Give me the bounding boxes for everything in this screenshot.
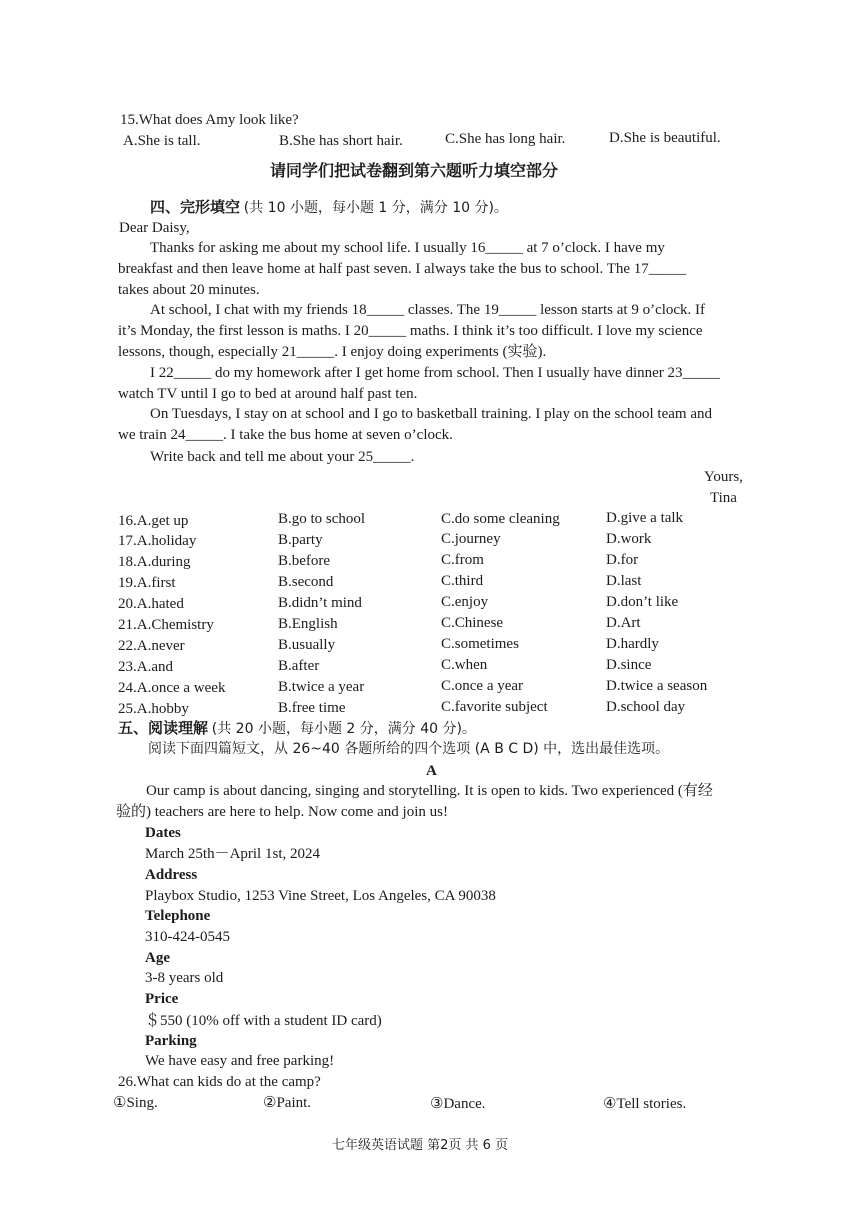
option-26-1: ①Sing. bbox=[113, 1095, 158, 1111]
cloze-option: 22.A.never bbox=[118, 638, 185, 654]
cloze-line: takes about 20 minutes. bbox=[118, 282, 260, 298]
cloze-option: C.third bbox=[441, 573, 484, 589]
cloze-option: D.school day bbox=[606, 699, 686, 715]
passage-intro: Our camp is about dancing, singing and storytelling. It is open to kids. Two experienced (有经 bbox=[146, 783, 713, 799]
cloze-option: D.don’t like bbox=[606, 594, 679, 610]
cloze-option: B.after bbox=[278, 658, 320, 674]
info-value-age: 3-8 years old bbox=[145, 970, 224, 986]
info-label-address: Address bbox=[145, 867, 198, 883]
letter-closing: Yours, bbox=[704, 469, 743, 485]
info-value-price: ＄550 (10% off with a student ID card) bbox=[145, 1013, 382, 1029]
option-15-d: D.She is beautiful. bbox=[609, 130, 721, 146]
cloze-line: it’s Monday, the first lesson is maths. I 20_____ maths. I think it’s too difficult. I love my science bbox=[118, 323, 703, 339]
cloze-option: 19.A.first bbox=[118, 575, 176, 591]
cloze-option: 23.A.and bbox=[118, 659, 173, 675]
info-label-telephone: Telephone bbox=[145, 908, 211, 924]
info-value-address: Playbox Studio, 1253 Vine Street, Los Angeles, CA 90038 bbox=[145, 888, 496, 904]
info-value-telephone: 310-424-0545 bbox=[145, 929, 230, 945]
cloze-option: D.hardly bbox=[606, 636, 659, 652]
cloze-option: D.give a talk bbox=[606, 510, 684, 526]
info-label-parking: Parking bbox=[145, 1033, 197, 1049]
reading-heading-note: (共 20 小题，每小题 2 分，满分 40 分)。 bbox=[211, 721, 476, 737]
cloze-option: D.for bbox=[606, 552, 639, 568]
cloze-line: lessons, though, especially 21_____. I enjoy doing experiments (实验). bbox=[118, 344, 547, 360]
passage-label: A bbox=[426, 763, 437, 779]
cloze-option: C.journey bbox=[441, 531, 501, 547]
cloze-option: C.from bbox=[441, 552, 484, 568]
cloze-line: At school, I chat with my friends 18_____ classes. The 19_____ lesson starts at 9 o’clock. If bbox=[150, 302, 706, 318]
page-footer: 七年级英语试题 第2页 共 6 页 bbox=[332, 1138, 509, 1153]
cloze-line: I 22_____ do my homework after I get home from school. Then I usually have dinner 23_____ bbox=[150, 365, 721, 381]
cloze-heading-note: (共 10 小题，每小题 1 分，满分 10 分)。 bbox=[243, 200, 508, 216]
cloze-option: B.go to school bbox=[278, 511, 366, 527]
info-label-dates: Dates bbox=[145, 825, 181, 841]
cloze-option: B.twice a year bbox=[278, 679, 365, 695]
letter-salutation: Dear Daisy, bbox=[119, 220, 190, 236]
cloze-option: D.since bbox=[606, 657, 652, 673]
cloze-option: C.favorite subject bbox=[441, 699, 548, 715]
cloze-option: B.party bbox=[278, 532, 323, 548]
cloze-line: Thanks for asking me about my school life. I usually 16_____ at 7 o’clock. I have my bbox=[150, 240, 665, 256]
cloze-option: 17.A.holiday bbox=[118, 533, 197, 549]
reading-header bbox=[118, 719, 476, 738]
notice-banner: 请同学们把试卷翻到第六题听力填空部分 bbox=[270, 161, 559, 180]
option-26-2: ②Paint. bbox=[263, 1095, 312, 1111]
reading-instruction: 阅读下面四篇短文，从 26~40 各题所给的四个选项 (A B C D) 中，选出最佳选项。 bbox=[148, 741, 670, 757]
cloze-option: C.Chinese bbox=[441, 615, 504, 631]
cloze-option: B.usually bbox=[278, 637, 336, 653]
cloze-line: watch TV until I go to bed at around half past ten. bbox=[118, 386, 418, 402]
reading-heading: 五、阅读理解 bbox=[118, 719, 209, 737]
option-15-a: A.She is tall. bbox=[123, 133, 201, 149]
option-15-b: B.She has short hair. bbox=[279, 133, 403, 149]
question-26: 26.What can kids do at the camp? bbox=[118, 1074, 321, 1090]
cloze-line: breakfast and then leave home at half past seven. I always take the bus to school. The 17_____ bbox=[118, 261, 687, 277]
cloze-option: C.when bbox=[441, 657, 488, 673]
cloze-line: we train 24_____. I take the bus home at seven o’clock. bbox=[118, 427, 453, 443]
cloze-option: 16.A.get up bbox=[118, 513, 189, 529]
passage-intro: 验的) teachers are here to help. Now come and join us! bbox=[116, 804, 448, 820]
letter-signature: Tina bbox=[710, 490, 737, 506]
cloze-option: 24.A.once a week bbox=[118, 680, 226, 696]
cloze-option: B.second bbox=[278, 574, 334, 590]
cloze-option: B.didn’t mind bbox=[278, 595, 362, 611]
info-value-parking: We have easy and free parking! bbox=[145, 1053, 335, 1069]
cloze-option: 18.A.during bbox=[118, 554, 191, 570]
cloze-option: D.work bbox=[606, 531, 652, 547]
cloze-option: C.enjoy bbox=[441, 594, 489, 610]
cloze-line: On Tuesdays, I stay on at school and I go to basketball training. I play on the school team and bbox=[150, 406, 712, 422]
option-15-c: C.She has long hair. bbox=[445, 131, 566, 147]
question-15: 15.What does Amy look like? bbox=[120, 112, 299, 128]
cloze-option: D.last bbox=[606, 573, 642, 589]
cloze-option: D.twice a season bbox=[606, 678, 708, 694]
cloze-option: 21.A.Chemistry bbox=[118, 617, 214, 633]
cloze-header bbox=[150, 198, 508, 217]
cloze-option: B.English bbox=[278, 616, 338, 632]
cloze-heading: 四、完形填空 bbox=[150, 198, 241, 216]
cloze-option: C.once a year bbox=[441, 678, 524, 694]
info-value-dates: March 25th－April 1st, 2024 bbox=[145, 846, 320, 862]
cloze-option: B.before bbox=[278, 553, 331, 569]
cloze-option: B.free time bbox=[278, 700, 346, 716]
cloze-option: 25.A.hobby bbox=[118, 701, 189, 717]
info-label-price: Price bbox=[145, 991, 179, 1007]
cloze-option: C.sometimes bbox=[441, 636, 519, 652]
cloze-option: 20.A.hated bbox=[118, 596, 184, 612]
info-label-age: Age bbox=[145, 950, 170, 966]
option-26-3: ③Dance. bbox=[430, 1096, 486, 1112]
cloze-line: Write back and tell me about your 25_____. bbox=[150, 449, 415, 465]
cloze-option: C.do some cleaning bbox=[441, 511, 560, 527]
option-26-4: ④Tell stories. bbox=[603, 1096, 687, 1112]
cloze-option: D.Art bbox=[606, 615, 641, 631]
